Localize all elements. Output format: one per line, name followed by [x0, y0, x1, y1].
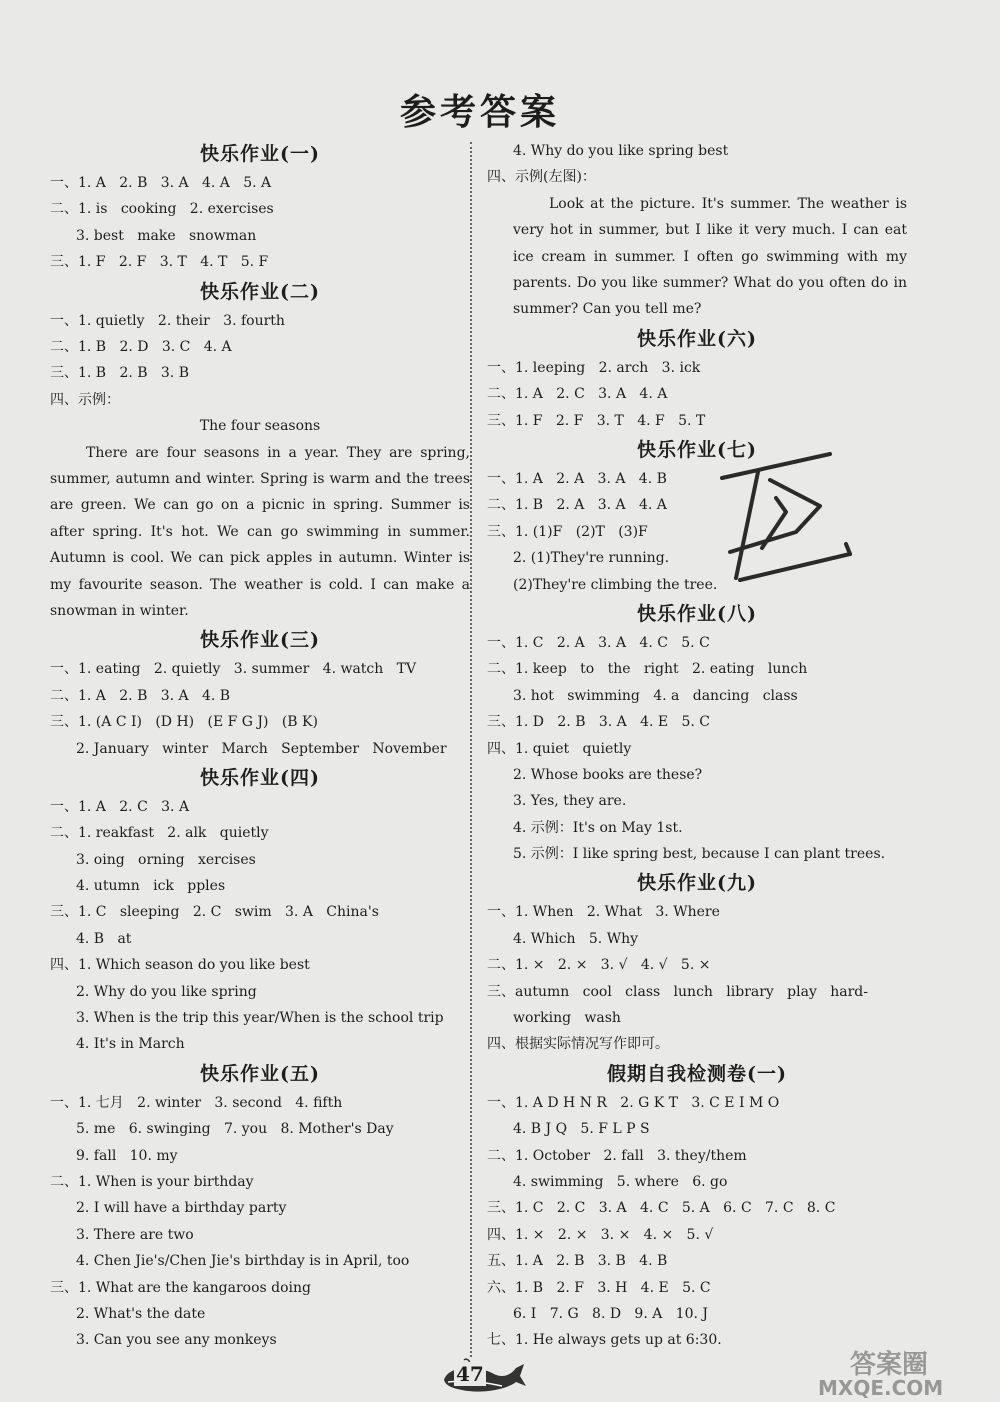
answer-line: 三、1. F 2. F 3. T 4. F 5. T	[487, 412, 706, 429]
answer-line: 一、1. A 2. C 3. A	[50, 798, 190, 815]
answer-line: 三、1. F 2. F 3. T 4. T 5. F	[50, 254, 269, 271]
answer-line: 二、1. When is your birthday	[50, 1174, 254, 1190]
answer-line: 一、1. A 2. B 3. A 4. A 5. A	[50, 175, 272, 191]
answer-line: 4. utumn ick pples	[76, 878, 226, 895]
section-title: 快乐作业(四)	[200, 766, 320, 789]
answer-line: 二、1. × 2. × 3. √ 4. √ 5. ×	[487, 957, 711, 974]
answer-line: 六、1. B 2. F 3. H 4. E 5. C	[487, 1279, 711, 1296]
answer-line: (2)They're climbing the tree.	[513, 576, 718, 593]
right-column	[487, 138, 907, 1354]
answer-line: 4. Chen Jie's/Chen Jie's birthday is in April, too	[76, 1253, 410, 1270]
answer-line: 一、1. A D H N R 2. G K T 3. C E I M O	[487, 1094, 780, 1111]
answer-line: 4. swimming 5. where 6. go	[513, 1173, 728, 1190]
answer-line: 2. Why do you like spring	[76, 983, 257, 1000]
answer-line: 6. I 7. G 8. D 9. A 10. J	[513, 1305, 709, 1322]
answer-line: 二、1. is cooking 2. exercises	[50, 201, 274, 218]
answer-line: 二、1. reakfast 2. alk quietly	[50, 825, 269, 842]
answer-line: 二、1. A 2. B 3. A 4. B	[50, 687, 231, 704]
section-title: 快乐作业(五)	[200, 1062, 320, 1085]
svg-text:答案圈: 答案圈	[850, 1350, 929, 1380]
essay-paragraph: Look at the picture. It's summer. The weather is very hot in summer, but I like it very much. I can eat ice cream in summer. I often go swimming with my parents. Do you like summer? What do you often do in summer? Can you tell me?	[513, 195, 907, 318]
page-number: 47	[456, 1362, 484, 1386]
answer-line: 五、1. A 2. B 3. B 4. B	[487, 1253, 668, 1270]
answer-line: 4. Why do you like spring best	[513, 143, 729, 159]
answer-line: 2. Whose books are these?	[513, 766, 703, 783]
essay-title: The four seasons	[199, 418, 321, 435]
answer-line: 2. I will have a birthday party	[76, 1200, 287, 1217]
answer-line: 二、1. keep to the right 2. eating lunch	[487, 661, 808, 678]
answer-line: 3. oing orning xercises	[76, 851, 256, 868]
answer-line: 3. Yes, they are.	[513, 793, 627, 810]
answer-line: 一、1. 七月 2. winter 3. second 4. fifth	[50, 1094, 343, 1111]
answer-line: 4. 示例：It's on May 1st.	[513, 819, 683, 836]
answer-line: 四、1. quiet quietly	[487, 740, 632, 757]
answer-line: 三、1. (1)F (2)T (3)F	[487, 523, 648, 540]
answer-line: 三、1. C 2. C 3. A 4. C 5. A 6. C 7. C 8. C	[487, 1200, 836, 1217]
answer-line: 4. B at	[76, 930, 132, 947]
answer-line: 2. (1)They're running.	[513, 550, 670, 567]
answer-line: 一、1. quietly 2. their 3. fourth	[50, 312, 285, 329]
answer-line: 四、1. × 2. × 3. × 4. × 5. √	[487, 1226, 714, 1243]
page-title: 参考答案	[399, 91, 560, 133]
answer-line: 四、1. Which season do you like best	[50, 957, 310, 974]
answer-line: 四、示例(左图)：	[487, 169, 596, 186]
answer-line: 三、1. B 2. B 3. B	[50, 365, 189, 382]
essay-paragraph: There are four seasons in a year. They are spring, summer, autumn and winter. Spring is warm and the trees are green. We can go on a picnic in spring. Summer is after spring. It's hot. We can go swimming in summer. Autumn is cool. We can pick apples in autumn. Winter is my favourite season. The weather is cold. I can make a snowman in winter.	[50, 444, 470, 619]
answer-line: 3. Can you see any monkeys	[76, 1332, 277, 1349]
left-column	[50, 138, 470, 1354]
answer-line: 四、示例：	[50, 391, 120, 408]
answer-line: 3. When is the trip this year/When is the school trip	[76, 1010, 444, 1027]
column-divider	[470, 142, 472, 1357]
answer-line: 三、1. C sleeping 2. C swim 3. A China's	[50, 904, 379, 921]
answer-line: working wash	[513, 1010, 621, 1027]
answer-line: 二、1. October 2. fall 3. they/them	[487, 1147, 747, 1164]
answer-line: 一、1. eating 2. quietly 3. summer 4. watch TV	[50, 661, 417, 678]
answer-line: 三、autumn cool class lunch library play hard-	[487, 983, 868, 1000]
page-number-badge	[440, 1356, 530, 1396]
section-title: 快乐作业(七)	[637, 438, 757, 461]
answer-line: 一、1. leeping 2. arch 3. ick	[487, 359, 701, 376]
answer-line: 三、1. What are the kangaroos doing	[50, 1279, 311, 1296]
answer-line: 5. me 6. swinging 7. you 8. Mother's Day	[76, 1121, 394, 1138]
answer-line: 二、1. B 2. D 3. C 4. A	[50, 338, 232, 355]
answer-line: 一、1. C 2. A 3. A 4. C 5. C	[487, 634, 710, 651]
answer-line: 9. fall 10. my	[76, 1147, 178, 1164]
answer-line: 一、1. A 2. A 3. A 4. B	[487, 470, 667, 487]
answer-line: 4. It's in March	[76, 1036, 185, 1053]
answer-line: 3. best make snowman	[76, 227, 257, 244]
answer-line: 2. January winter March September November	[76, 740, 447, 757]
answer-line: 一、1. When 2. What 3. Where	[487, 904, 720, 921]
answer-line: 3. hot swimming 4. a dancing class	[513, 687, 798, 704]
watermark-logo	[790, 1345, 990, 1400]
stamp-logo	[700, 440, 900, 640]
section-title: 假期自我检测卷(一)	[607, 1062, 787, 1085]
section-title: 快乐作业(一)	[200, 143, 320, 165]
answer-line: 二、1. B 2. A 3. A 4. A	[487, 497, 667, 514]
answer-line: 2. What's the date	[76, 1305, 206, 1322]
answer-line: 三、1. (A C I) (D H) (E F G J) (B K)	[50, 714, 318, 731]
answer-line: 3. There are two	[76, 1226, 194, 1243]
section-title: 快乐作业(三)	[200, 629, 320, 652]
answer-line: 四、根据实际情况写作即可。	[487, 1036, 669, 1053]
answer-line: 4. B J Q 5. F L P S	[513, 1121, 650, 1138]
answer-line: 二、1. A 2. C 3. A 4. A	[487, 386, 668, 403]
section-title: 快乐作业(八)	[637, 602, 757, 625]
answer-line: 5. 示例：I like spring best, because I can plant trees.	[513, 846, 886, 863]
answer-line: 4. Which 5. Why	[513, 930, 639, 947]
section-title: 快乐作业(二)	[200, 280, 320, 303]
section-title: 快乐作业(六)	[637, 327, 757, 350]
svg-text:MXQE.COM: MXQE.COM	[818, 1376, 944, 1400]
answer-line: 七、1. He always gets up at 6:30.	[487, 1332, 722, 1349]
answer-line: 三、1. D 2. B 3. A 4. E 5. C	[487, 714, 710, 731]
section-title: 快乐作业(九)	[637, 872, 757, 895]
